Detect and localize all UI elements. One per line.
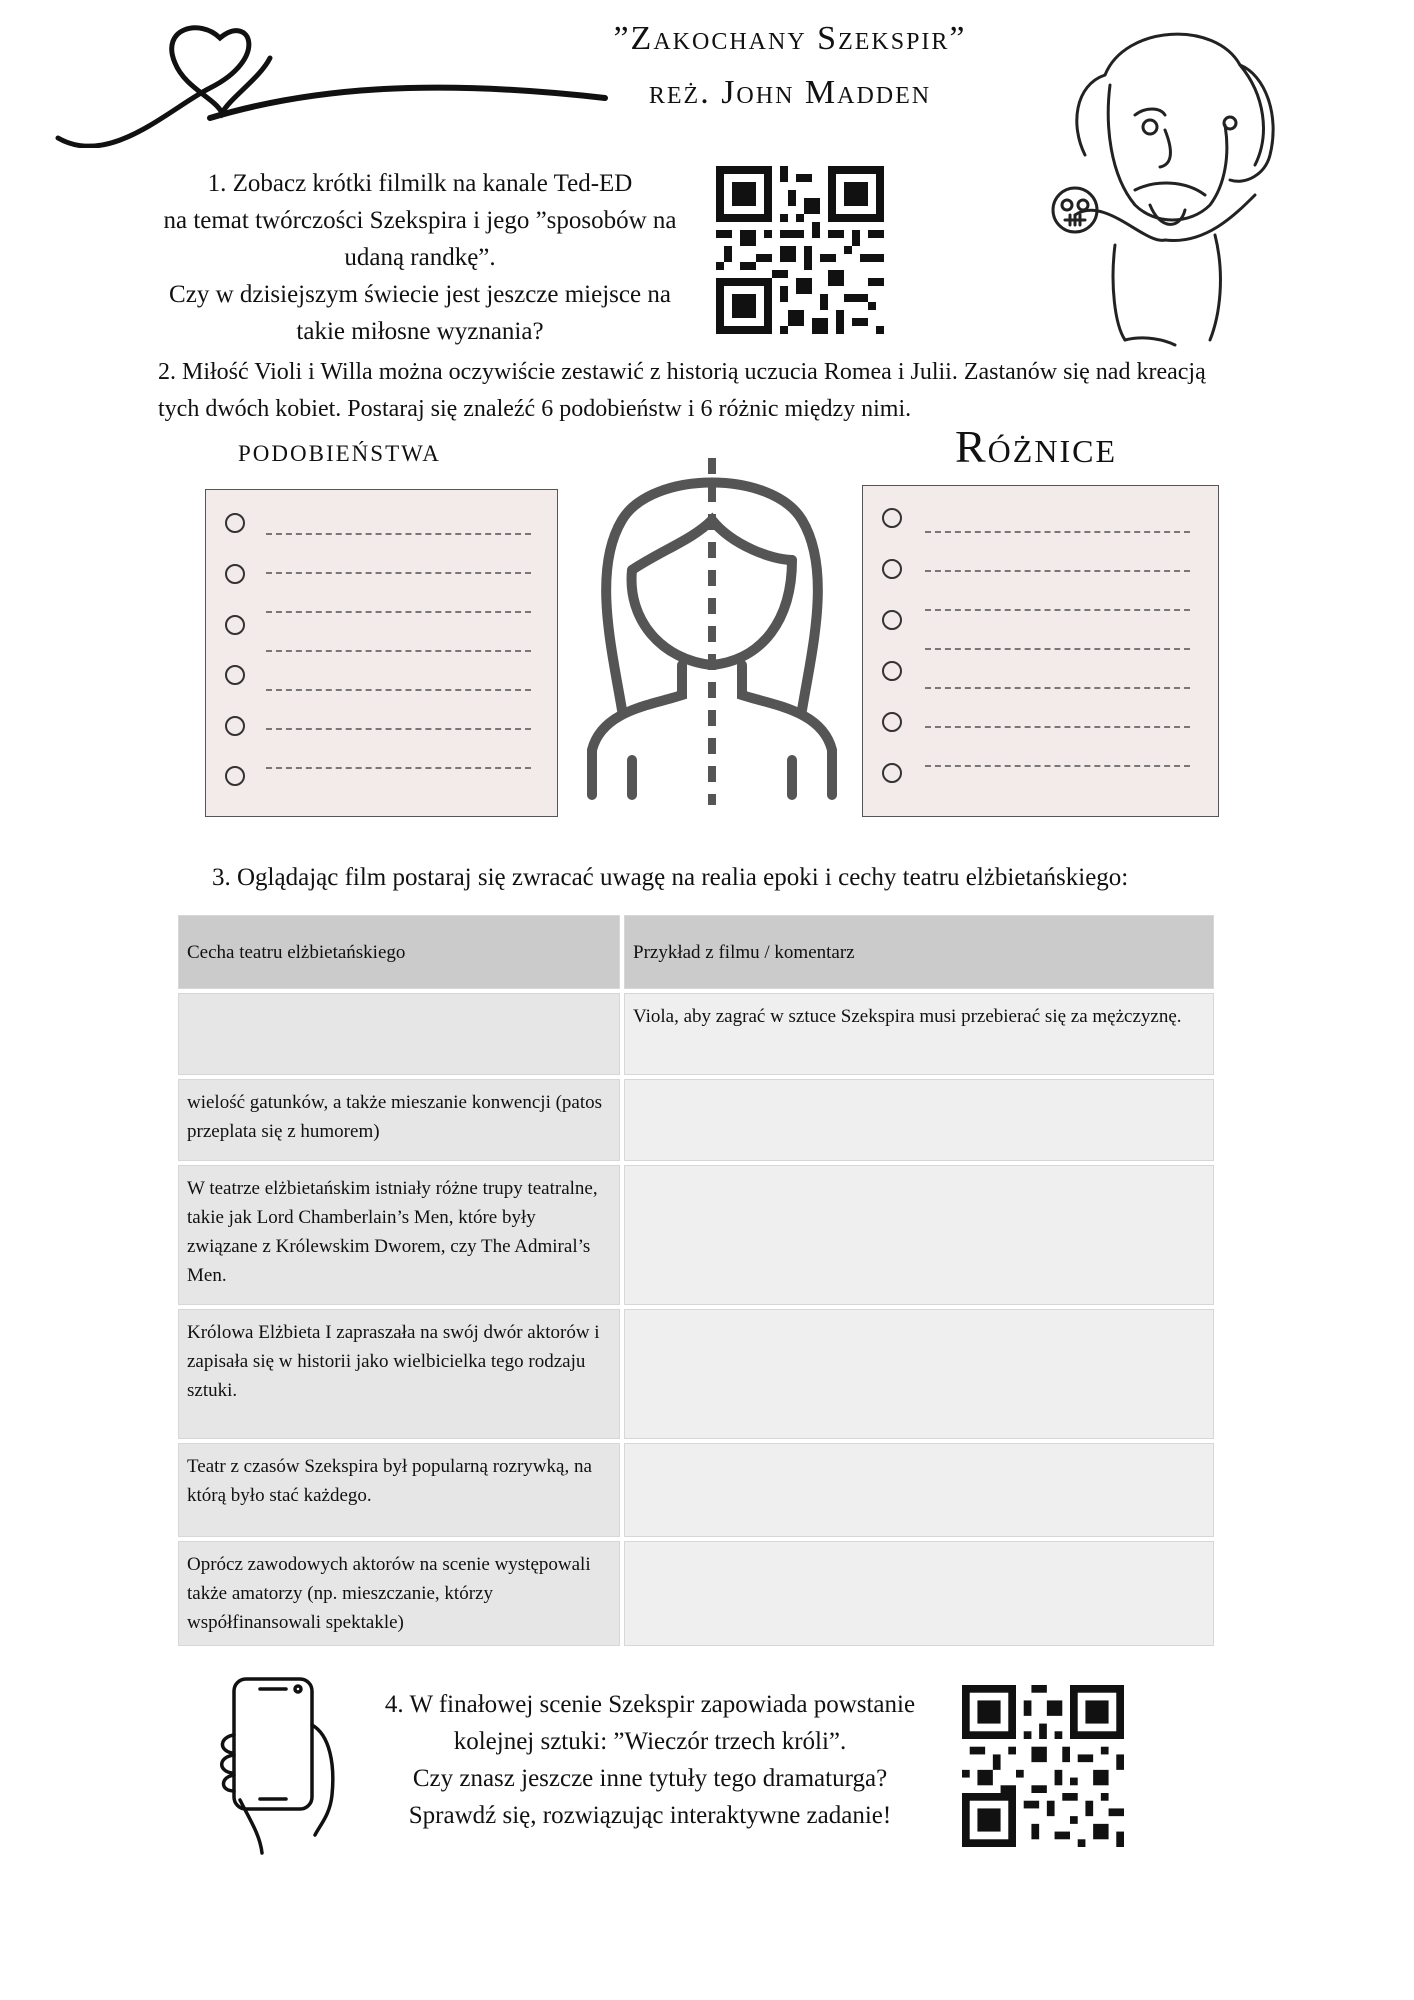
task-4-line: Sprawdź się, rozwiązując interaktywne zadanie! [408,1802,892,1829]
task-1-line: udaną randkę”. [344,244,496,271]
differences-heading: Różnice [955,421,1117,472]
checkbox-circle[interactable] [882,508,902,528]
task-4-line: Czy znasz jeszcze inne tytuły tego dramaturga? [412,1765,888,1792]
task-1-line: na temat twórczości Szekspira i jego ”sposobów na [163,207,677,234]
answer-line[interactable] [925,570,1190,572]
elizabethan-theatre-table [174,911,1218,1650]
task-1-line: 1. Zobacz krótki filmilk na kanale Ted-ED [207,170,633,197]
answer-line[interactable] [266,728,531,730]
checkbox-circle[interactable] [882,559,902,579]
checkbox-circle[interactable] [225,766,245,786]
heart-swirl-icon [50,18,630,148]
table-cell-example[interactable] [624,1079,1214,1161]
answer-line[interactable] [266,650,531,652]
checkbox-circle[interactable] [225,665,245,685]
qr-code-icon[interactable] [716,166,884,334]
table-header-example: Przykład z filmu / komentarz [624,915,1214,989]
checkbox-circle[interactable] [225,716,245,736]
task-4-line: kolejnej sztuki: ”Wieczór trzech króli”. [453,1728,847,1755]
table-header-feature: Cecha teatru elżbietańskiego [178,915,620,989]
table-header-row [178,915,1214,989]
similarities-heading: podobieństwa [238,433,441,469]
answer-line[interactable] [925,648,1190,650]
phone-hand-icon [210,1675,350,1855]
table-row [178,1079,1214,1161]
task-4-line: 4. W finałowej scenie Szekspir zapowiada powstanie [384,1691,916,1718]
task-1-text [150,165,690,350]
checkbox-circle[interactable] [882,610,902,630]
task-3-text: 3. Oglądając film postaraj się zwracać uwagę na realia epoki i cechy teatru elżbietańskiego: [212,864,1129,891]
table-row [178,1541,1214,1646]
table-cell-feature[interactable]: wielość gatunków, a także mieszanie konwencji (patos przeplata się z humorem) [178,1079,620,1161]
answer-line[interactable] [925,687,1190,689]
checkbox-circle[interactable] [225,513,245,533]
task-1-line: Czy w dzisiejszym świecie jest jeszcze miejsce na [169,281,671,308]
answer-line[interactable] [925,726,1190,728]
answer-line[interactable] [266,689,531,691]
table-cell-example[interactable] [624,1309,1214,1439]
table-cell-feature[interactable]: Królowa Elżbieta I zapraszała na swój dwór aktorów i zapisała się w historii jako wielbicielka tego rodzaju sztuki. [178,1309,620,1439]
task-1-line: takie miłosne wyznania? [296,318,544,345]
table-row [178,1309,1214,1439]
task-2-text: 2. Miłość Violi i Willa można oczywiście zestawić z historią uczucia Romea i Julii. Zastanów się nad kreacją tych dwóch kobiet. Postaraj się znaleźć 6 podobieństw i 6 różnic między nimi. [158,359,1206,422]
table-cell-example[interactable] [624,1443,1214,1537]
qr-code-icon[interactable] [962,1685,1124,1847]
answer-line[interactable] [925,765,1190,767]
table-row [178,993,1214,1075]
checkbox-circle[interactable] [882,661,902,681]
answer-line[interactable] [266,533,531,535]
checkbox-circle[interactable] [225,564,245,584]
answer-line[interactable] [925,531,1190,533]
table-cell-example[interactable] [624,1541,1214,1646]
answer-line[interactable] [925,609,1190,611]
page-title: ”Zakochany Szekspir” [613,20,967,57]
table-cell-feature[interactable] [178,993,620,1075]
face-split-icon [572,450,852,820]
table-cell-feature[interactable]: Teatr z czasów Szekspira był popularną rozrywką, na którą było stać każdego. [178,1443,620,1537]
table-cell-feature[interactable]: W teatrze elżbietańskim istniały różne trupy teatralne, takie jak Lord Chamberlain’s Men, które były związane z Królewskim Dworem, czy The Admiral’s Men. [178,1165,620,1305]
checkbox-circle[interactable] [882,712,902,732]
table-cell-example[interactable]: Viola, aby zagrać w sztuce Szekspira musi przebierać się za mężczyznę. [624,993,1214,1075]
checkbox-circle[interactable] [225,615,245,635]
table-cell-feature[interactable]: Oprócz zawodowych aktorów na scenie występowali także amatorzy (np. mieszczanie, którzy współfinansowali spektakle) [178,1541,620,1646]
shakespeare-illustration [1015,15,1285,350]
answer-line[interactable] [266,767,531,769]
similarities-box [205,489,558,817]
answer-line[interactable] [266,572,531,574]
page-subtitle: reż. John Madden [648,74,932,111]
task-4-text [365,1686,935,1834]
differences-box [862,485,1219,817]
table-row [178,1165,1214,1305]
table-row [178,1443,1214,1537]
checkbox-circle[interactable] [882,763,902,783]
answer-line[interactable] [266,611,531,613]
table-cell-example[interactable] [624,1165,1214,1305]
